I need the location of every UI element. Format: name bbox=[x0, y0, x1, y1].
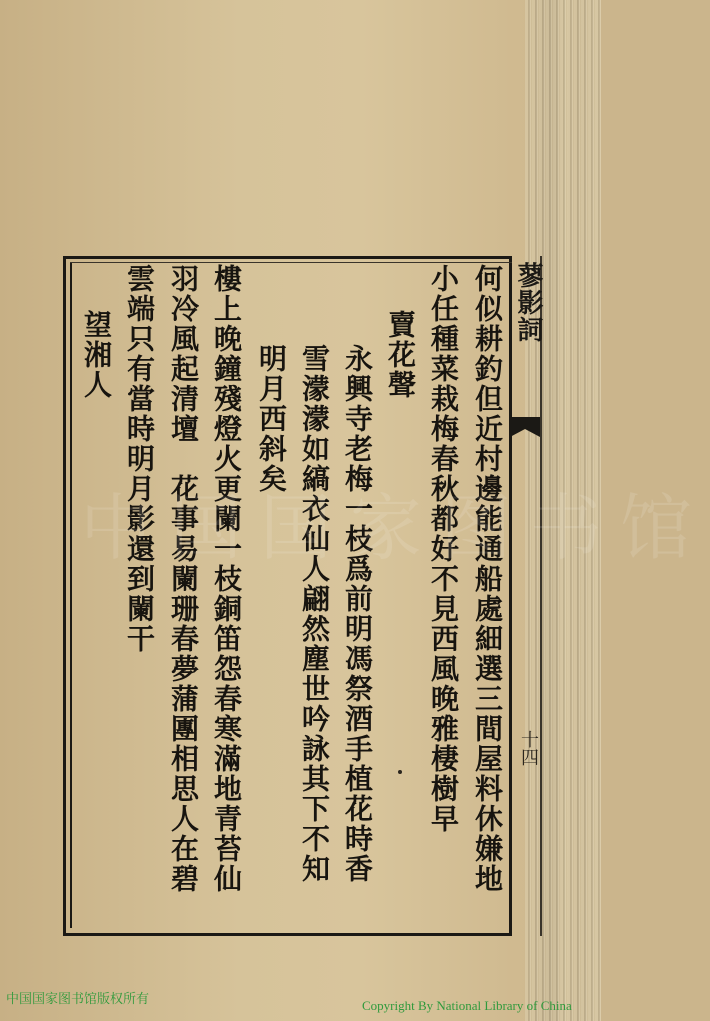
ink-speck bbox=[398, 770, 402, 774]
center-fold-band bbox=[512, 256, 542, 936]
frame-top-rule bbox=[70, 262, 512, 263]
frame-inner-rule bbox=[70, 262, 72, 928]
text-column-8: 羽冷風起清壇 花事易闌珊春夢蒲團相思人在碧 bbox=[167, 264, 200, 894]
text-column-5: 雪濛濛如縞衣仙人翩然塵世吟詠其下不知 bbox=[298, 344, 331, 884]
text-column-4: 永興寺老梅一枝爲前明馮祭酒手植花時香 bbox=[341, 344, 374, 884]
copyright-notice-english: Copyright By National Library of China bbox=[362, 998, 572, 1013]
text-column-7: 樓上晚鐘殘燈火更闌一枝銅笛怨春寒滿地青苔仙 bbox=[210, 264, 243, 894]
text-column-6: 明月西斜矣 bbox=[255, 344, 288, 494]
text-column-3-title: 賣花聲 bbox=[384, 310, 417, 400]
page-number: 十四 bbox=[518, 730, 539, 766]
text-column-9: 雲端只有當時明月影還到闌干 bbox=[123, 264, 156, 654]
book-title: 蓼影詞 bbox=[513, 262, 543, 343]
text-column-10-title: 望湘人 bbox=[80, 310, 113, 400]
text-column-2: 小任種菜栽梅春秋都好不見西風晚雅棲樹早 bbox=[427, 264, 460, 834]
library-watermark: 中国国家图书馆 bbox=[80, 486, 710, 570]
copyright-notice-chinese: 中国国家图书馆版权所有 bbox=[6, 992, 150, 1007]
text-column-1: 何似耕釣但近村邊能通船處細選三間屋料休嫌地 bbox=[471, 264, 504, 894]
